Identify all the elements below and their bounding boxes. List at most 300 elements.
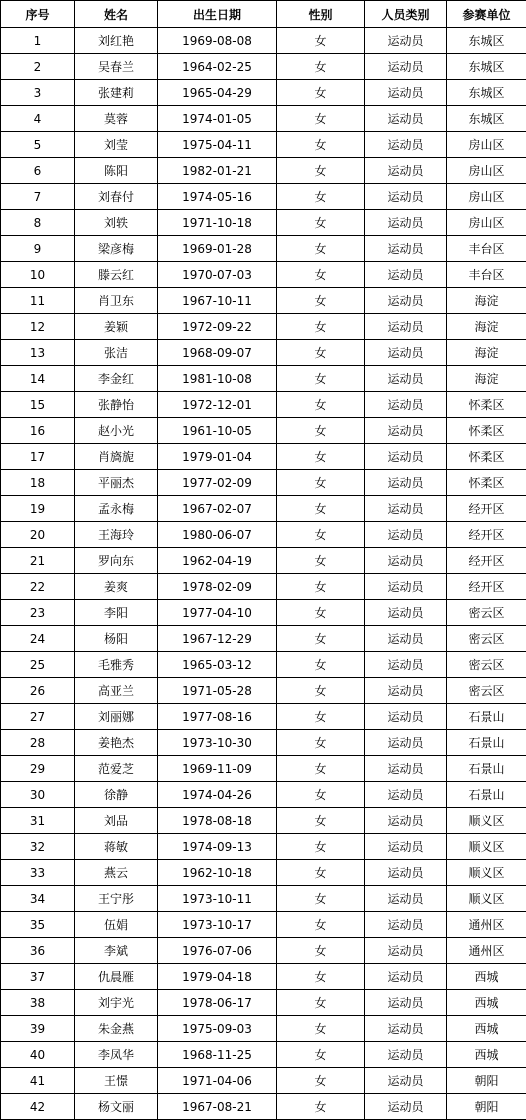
unit-cell: 房山区 (447, 158, 526, 184)
gender-cell: 女 (277, 964, 365, 990)
unit-cell: 顺义区 (447, 860, 526, 886)
name-cell: 罗向东 (75, 548, 158, 574)
table-row (1, 808, 526, 834)
category-cell: 运动员 (365, 574, 447, 600)
birth-date-cell: 1971-04-06 (158, 1068, 277, 1094)
table-row (1, 782, 526, 808)
seq-cell: 7 (1, 184, 75, 210)
category-cell: 运动员 (365, 886, 447, 912)
seq-cell: 32 (1, 834, 75, 860)
seq-cell: 4 (1, 106, 75, 132)
name-cell: 高亚兰 (75, 678, 158, 704)
name-cell: 刘丽娜 (75, 704, 158, 730)
unit-cell: 石景山 (447, 782, 526, 808)
table-row (1, 236, 526, 262)
seq-cell: 11 (1, 288, 75, 314)
seq-cell: 14 (1, 366, 75, 392)
header-row (1, 1, 526, 28)
gender-cell: 女 (277, 288, 365, 314)
gender-cell: 女 (277, 938, 365, 964)
gender-cell: 女 (277, 106, 365, 132)
birth-date-cell: 1982-01-21 (158, 158, 277, 184)
gender-cell: 女 (277, 808, 365, 834)
unit-cell: 经开区 (447, 574, 526, 600)
birth-date-cell: 1980-06-07 (158, 522, 277, 548)
name-cell: 李金红 (75, 366, 158, 392)
birth-date-cell: 1975-09-03 (158, 1016, 277, 1042)
unit-cell: 怀柔区 (447, 392, 526, 418)
gender-cell: 女 (277, 496, 365, 522)
gender-cell: 女 (277, 210, 365, 236)
unit-cell: 通州区 (447, 938, 526, 964)
gender-cell: 女 (277, 704, 365, 730)
category-cell: 运动员 (365, 756, 447, 782)
gender-cell: 女 (277, 470, 365, 496)
birth-date-cell: 1973-10-30 (158, 730, 277, 756)
seq-cell: 38 (1, 990, 75, 1016)
category-cell: 运动员 (365, 912, 447, 938)
birth-date-cell: 1967-08-21 (158, 1094, 277, 1120)
name-cell: 吴春兰 (75, 54, 158, 80)
category-cell: 运动员 (365, 288, 447, 314)
unit-cell: 通州区 (447, 912, 526, 938)
unit-cell: 怀柔区 (447, 470, 526, 496)
gender-cell: 女 (277, 626, 365, 652)
gender-cell: 女 (277, 262, 365, 288)
birth-date-cell: 1961-10-05 (158, 418, 277, 444)
seq-cell: 27 (1, 704, 75, 730)
table-row (1, 54, 526, 80)
name-cell: 王憬 (75, 1068, 158, 1094)
category-cell: 运动员 (365, 132, 447, 158)
name-cell: 张静怡 (75, 392, 158, 418)
unit-cell: 顺义区 (447, 886, 526, 912)
seq-cell: 17 (1, 444, 75, 470)
seq-cell: 39 (1, 1016, 75, 1042)
gender-cell: 女 (277, 340, 365, 366)
name-cell: 仇晨雁 (75, 964, 158, 990)
birth-date-cell: 1968-11-25 (158, 1042, 277, 1068)
unit-cell: 海淀 (447, 366, 526, 392)
header-seq: 序号 (1, 1, 75, 28)
category-cell: 运动员 (365, 548, 447, 574)
category-cell: 运动员 (365, 366, 447, 392)
name-cell: 蒋敏 (75, 834, 158, 860)
table-row (1, 132, 526, 158)
birth-date-cell: 1978-06-17 (158, 990, 277, 1016)
unit-cell: 怀柔区 (447, 418, 526, 444)
name-cell: 平丽杰 (75, 470, 158, 496)
category-cell: 运动员 (365, 392, 447, 418)
seq-cell: 29 (1, 756, 75, 782)
birth-date-cell: 1977-02-09 (158, 470, 277, 496)
unit-cell: 密云区 (447, 600, 526, 626)
name-cell: 张建莉 (75, 80, 158, 106)
name-cell: 伍娟 (75, 912, 158, 938)
name-cell: 肖旖旎 (75, 444, 158, 470)
unit-cell: 西城 (447, 990, 526, 1016)
seq-cell: 16 (1, 418, 75, 444)
birth-date-cell: 1967-12-29 (158, 626, 277, 652)
table-row (1, 652, 526, 678)
seq-cell: 1 (1, 28, 75, 54)
category-cell: 运动员 (365, 522, 447, 548)
name-cell: 孟永梅 (75, 496, 158, 522)
birth-date-cell: 1979-04-18 (158, 964, 277, 990)
birth-date-cell: 1974-01-05 (158, 106, 277, 132)
name-cell: 刘宇光 (75, 990, 158, 1016)
birth-date-cell: 1969-01-28 (158, 236, 277, 262)
table-row (1, 80, 526, 106)
category-cell: 运动员 (365, 28, 447, 54)
gender-cell: 女 (277, 28, 365, 54)
seq-cell: 37 (1, 964, 75, 990)
seq-cell: 19 (1, 496, 75, 522)
table-row (1, 886, 526, 912)
name-cell: 杨文丽 (75, 1094, 158, 1120)
name-cell: 陈阳 (75, 158, 158, 184)
table-row (1, 756, 526, 782)
birth-date-cell: 1979-01-04 (158, 444, 277, 470)
name-cell: 肖卫东 (75, 288, 158, 314)
category-cell: 运动员 (365, 808, 447, 834)
seq-cell: 18 (1, 470, 75, 496)
birth-date-cell: 1974-09-13 (158, 834, 277, 860)
category-cell: 运动员 (365, 1016, 447, 1042)
birth-date-cell: 1981-10-08 (158, 366, 277, 392)
name-cell: 刘品 (75, 808, 158, 834)
table-row (1, 418, 526, 444)
birth-date-cell: 1970-07-03 (158, 262, 277, 288)
unit-cell: 房山区 (447, 132, 526, 158)
birth-date-cell: 1968-09-07 (158, 340, 277, 366)
unit-cell: 密云区 (447, 652, 526, 678)
category-cell: 运动员 (365, 106, 447, 132)
category-cell: 运动员 (365, 730, 447, 756)
gender-cell: 女 (277, 54, 365, 80)
category-cell: 运动员 (365, 860, 447, 886)
table-row (1, 678, 526, 704)
seq-cell: 36 (1, 938, 75, 964)
seq-cell: 42 (1, 1094, 75, 1120)
table-row (1, 938, 526, 964)
category-cell: 运动员 (365, 652, 447, 678)
name-cell: 姜颖 (75, 314, 158, 340)
unit-cell: 经开区 (447, 522, 526, 548)
category-cell: 运动员 (365, 782, 447, 808)
category-cell: 运动员 (365, 704, 447, 730)
table-row (1, 912, 526, 938)
birth-date-cell: 1977-08-16 (158, 704, 277, 730)
gender-cell: 女 (277, 1016, 365, 1042)
table-row (1, 860, 526, 886)
gender-cell: 女 (277, 600, 365, 626)
birth-date-cell: 1978-02-09 (158, 574, 277, 600)
birth-date-cell: 1965-03-12 (158, 652, 277, 678)
name-cell: 莫蓉 (75, 106, 158, 132)
category-cell: 运动员 (365, 184, 447, 210)
unit-cell: 东城区 (447, 80, 526, 106)
gender-cell: 女 (277, 444, 365, 470)
unit-cell: 房山区 (447, 184, 526, 210)
gender-cell: 女 (277, 782, 365, 808)
birth-date-cell: 1964-02-25 (158, 54, 277, 80)
name-cell: 王宁彤 (75, 886, 158, 912)
birth-date-cell: 1972-12-01 (158, 392, 277, 418)
birth-date-cell: 1974-04-26 (158, 782, 277, 808)
name-cell: 杨阳 (75, 626, 158, 652)
gender-cell: 女 (277, 678, 365, 704)
category-cell: 运动员 (365, 418, 447, 444)
category-cell: 运动员 (365, 834, 447, 860)
gender-cell: 女 (277, 132, 365, 158)
header-name: 姓名 (75, 1, 158, 28)
seq-cell: 31 (1, 808, 75, 834)
unit-cell: 经开区 (447, 496, 526, 522)
table-row (1, 1016, 526, 1042)
table-row (1, 210, 526, 236)
seq-cell: 20 (1, 522, 75, 548)
table-row (1, 28, 526, 54)
category-cell: 运动员 (365, 964, 447, 990)
seq-cell: 13 (1, 340, 75, 366)
birth-date-cell: 1967-02-07 (158, 496, 277, 522)
table-row (1, 1042, 526, 1068)
seq-cell: 21 (1, 548, 75, 574)
name-cell: 刘轶 (75, 210, 158, 236)
table-row (1, 288, 526, 314)
name-cell: 毛雅秀 (75, 652, 158, 678)
unit-cell: 房山区 (447, 210, 526, 236)
gender-cell: 女 (277, 158, 365, 184)
gender-cell: 女 (277, 392, 365, 418)
table-row (1, 834, 526, 860)
category-cell: 运动员 (365, 262, 447, 288)
unit-cell: 西城 (447, 1042, 526, 1068)
category-cell: 运动员 (365, 496, 447, 522)
category-cell: 运动员 (365, 1094, 447, 1120)
unit-cell: 东城区 (447, 106, 526, 132)
category-cell: 运动员 (365, 678, 447, 704)
gender-cell: 女 (277, 366, 365, 392)
unit-cell: 海淀 (447, 340, 526, 366)
unit-cell: 石景山 (447, 730, 526, 756)
unit-cell: 密云区 (447, 678, 526, 704)
header-category: 人员类别 (365, 1, 447, 28)
name-cell: 徐静 (75, 782, 158, 808)
seq-cell: 34 (1, 886, 75, 912)
name-cell: 李凤华 (75, 1042, 158, 1068)
gender-cell: 女 (277, 730, 365, 756)
seq-cell: 24 (1, 626, 75, 652)
gender-cell: 女 (277, 80, 365, 106)
gender-cell: 女 (277, 834, 365, 860)
seq-cell: 40 (1, 1042, 75, 1068)
unit-cell: 丰台区 (447, 236, 526, 262)
name-cell: 李阳 (75, 600, 158, 626)
seq-cell: 26 (1, 678, 75, 704)
category-cell: 运动员 (365, 340, 447, 366)
birth-date-cell: 1967-10-11 (158, 288, 277, 314)
unit-cell: 密云区 (447, 626, 526, 652)
name-cell: 燕云 (75, 860, 158, 886)
gender-cell: 女 (277, 574, 365, 600)
category-cell: 运动员 (365, 80, 447, 106)
birth-date-cell: 1978-08-18 (158, 808, 277, 834)
category-cell: 运动员 (365, 600, 447, 626)
unit-cell: 东城区 (447, 28, 526, 54)
table-row (1, 158, 526, 184)
name-cell: 梁彦梅 (75, 236, 158, 262)
unit-cell: 怀柔区 (447, 444, 526, 470)
seq-cell: 41 (1, 1068, 75, 1094)
unit-cell: 海淀 (447, 314, 526, 340)
category-cell: 运动员 (365, 626, 447, 652)
unit-cell: 顺义区 (447, 808, 526, 834)
seq-cell: 2 (1, 54, 75, 80)
category-cell: 运动员 (365, 470, 447, 496)
table-row (1, 106, 526, 132)
category-cell: 运动员 (365, 158, 447, 184)
birth-date-cell: 1977-04-10 (158, 600, 277, 626)
gender-cell: 女 (277, 548, 365, 574)
seq-cell: 22 (1, 574, 75, 600)
header-birth-date: 出生日期 (158, 1, 277, 28)
name-cell: 刘莹 (75, 132, 158, 158)
table-row (1, 522, 526, 548)
gender-cell: 女 (277, 1094, 365, 1120)
seq-cell: 8 (1, 210, 75, 236)
unit-cell: 石景山 (447, 704, 526, 730)
table-row (1, 704, 526, 730)
name-cell: 王海玲 (75, 522, 158, 548)
birth-date-cell: 1965-04-29 (158, 80, 277, 106)
seq-cell: 3 (1, 80, 75, 106)
birth-date-cell: 1969-08-08 (158, 28, 277, 54)
table-row (1, 184, 526, 210)
table-row (1, 964, 526, 990)
unit-cell: 丰台区 (447, 262, 526, 288)
name-cell: 李斌 (75, 938, 158, 964)
gender-cell: 女 (277, 184, 365, 210)
birth-date-cell: 1976-07-06 (158, 938, 277, 964)
seq-cell: 33 (1, 860, 75, 886)
name-cell: 滕云红 (75, 262, 158, 288)
table-row (1, 470, 526, 496)
category-cell: 运动员 (365, 314, 447, 340)
category-cell: 运动员 (365, 1068, 447, 1094)
birth-date-cell: 1972-09-22 (158, 314, 277, 340)
seq-cell: 23 (1, 600, 75, 626)
table-row (1, 340, 526, 366)
birth-date-cell: 1973-10-17 (158, 912, 277, 938)
gender-cell: 女 (277, 756, 365, 782)
name-cell: 姜艳杰 (75, 730, 158, 756)
table-row (1, 262, 526, 288)
category-cell: 运动员 (365, 990, 447, 1016)
gender-cell: 女 (277, 886, 365, 912)
unit-cell: 西城 (447, 1016, 526, 1042)
birth-date-cell: 1971-05-28 (158, 678, 277, 704)
unit-cell: 顺义区 (447, 834, 526, 860)
name-cell: 范爱芝 (75, 756, 158, 782)
unit-cell: 西城 (447, 964, 526, 990)
table-row (1, 496, 526, 522)
gender-cell: 女 (277, 1042, 365, 1068)
seq-cell: 10 (1, 262, 75, 288)
birth-date-cell: 1975-04-11 (158, 132, 277, 158)
category-cell: 运动员 (365, 210, 447, 236)
name-cell: 朱金燕 (75, 1016, 158, 1042)
table-row (1, 626, 526, 652)
header-unit: 参赛单位 (447, 1, 526, 28)
unit-cell: 石景山 (447, 756, 526, 782)
header-gender: 性别 (277, 1, 365, 28)
name-cell: 张洁 (75, 340, 158, 366)
seq-cell: 25 (1, 652, 75, 678)
table-row (1, 366, 526, 392)
gender-cell: 女 (277, 912, 365, 938)
birth-date-cell: 1973-10-11 (158, 886, 277, 912)
seq-cell: 35 (1, 912, 75, 938)
seq-cell: 9 (1, 236, 75, 262)
table-row (1, 574, 526, 600)
seq-cell: 30 (1, 782, 75, 808)
gender-cell: 女 (277, 1068, 365, 1094)
name-cell: 刘红艳 (75, 28, 158, 54)
category-cell: 运动员 (365, 1042, 447, 1068)
seq-cell: 15 (1, 392, 75, 418)
gender-cell: 女 (277, 522, 365, 548)
birth-date-cell: 1962-04-19 (158, 548, 277, 574)
birth-date-cell: 1971-10-18 (158, 210, 277, 236)
unit-cell: 经开区 (447, 548, 526, 574)
seq-cell: 6 (1, 158, 75, 184)
birth-date-cell: 1974-05-16 (158, 184, 277, 210)
table-row (1, 990, 526, 1016)
table-row (1, 314, 526, 340)
seq-cell: 5 (1, 132, 75, 158)
name-cell: 刘春付 (75, 184, 158, 210)
unit-cell: 海淀 (447, 288, 526, 314)
table-row (1, 444, 526, 470)
table-row (1, 600, 526, 626)
category-cell: 运动员 (365, 236, 447, 262)
table-row (1, 1068, 526, 1094)
seq-cell: 12 (1, 314, 75, 340)
birth-date-cell: 1962-10-18 (158, 860, 277, 886)
gender-cell: 女 (277, 860, 365, 886)
table-row (1, 392, 526, 418)
category-cell: 运动员 (365, 444, 447, 470)
gender-cell: 女 (277, 990, 365, 1016)
unit-cell: 东城区 (447, 54, 526, 80)
gender-cell: 女 (277, 314, 365, 340)
seq-cell: 28 (1, 730, 75, 756)
category-cell: 运动员 (365, 54, 447, 80)
gender-cell: 女 (277, 652, 365, 678)
gender-cell: 女 (277, 236, 365, 262)
unit-cell: 朝阳 (447, 1094, 526, 1120)
table-row (1, 548, 526, 574)
name-cell: 姜爽 (75, 574, 158, 600)
birth-date-cell: 1969-11-09 (158, 756, 277, 782)
category-cell: 运动员 (365, 938, 447, 964)
gender-cell: 女 (277, 418, 365, 444)
unit-cell: 朝阳 (447, 1068, 526, 1094)
table-row (1, 1094, 526, 1120)
name-cell: 赵小光 (75, 418, 158, 444)
